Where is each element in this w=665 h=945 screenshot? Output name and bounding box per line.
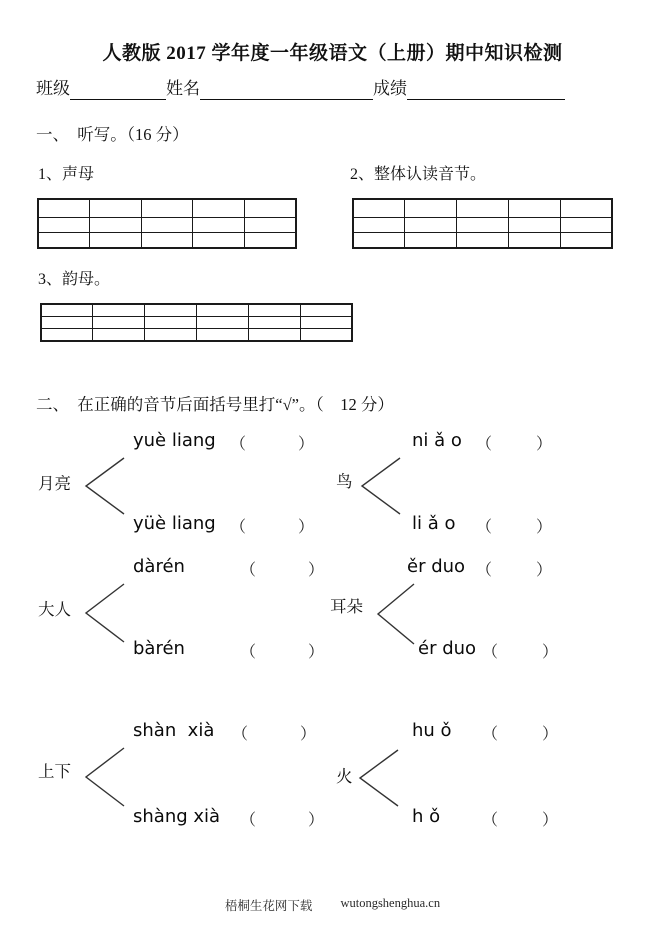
paren-open: （ [482, 644, 499, 661]
option-pinyin: hu ǒ [412, 720, 452, 741]
fork-lines-yueliang [84, 456, 126, 516]
section1-item2-label: 2、整体认读音节。 [350, 166, 487, 183]
option-pinyin: ni ǎ o [412, 430, 462, 451]
option-pinyin: yüè liang [133, 513, 216, 534]
answer-parens [240, 639, 324, 662]
option-pinyin: shàn xià [133, 720, 215, 741]
option-pinyin: shàng xià [133, 806, 221, 827]
fork-lines-huo [358, 748, 400, 808]
paren-open: （ [232, 726, 249, 743]
paren-close: ） [297, 519, 314, 536]
answer-parens [230, 431, 314, 454]
option-pinyin: h ǒ [412, 806, 441, 827]
paren-close: ） [541, 644, 558, 661]
option-pinyin: dàrén [133, 556, 185, 577]
option-pinyin: ér duo [418, 638, 477, 659]
answer-parens [232, 721, 316, 744]
paren-open: （ [230, 519, 247, 536]
paren-close: ） [535, 519, 552, 536]
section2-heading: 二、 在正确的音节后面括号里打“√”。（ 12 分） [36, 395, 394, 414]
paren-close: ） [535, 562, 552, 579]
initials-answer-table [37, 198, 297, 249]
section1-item1-label: 1、声母 [38, 166, 95, 183]
paren-close: ） [297, 436, 314, 453]
word-erduo: 耳朵 [330, 597, 363, 616]
finals-answer-table [40, 303, 353, 342]
option-pinyin: ěr duo [407, 556, 466, 577]
page-footer [0, 896, 665, 914]
word-daren: 大人 [38, 600, 71, 619]
name-blank-line [200, 79, 373, 100]
word-niao: 鸟 [336, 472, 353, 491]
paren-open: （ [476, 436, 493, 453]
paren-close: ） [307, 812, 324, 829]
answer-parens [476, 431, 552, 454]
answer-parens [240, 807, 324, 830]
fork-lines-shangxia [84, 746, 126, 808]
paren-close: ） [299, 726, 316, 743]
word-yueliang: 月亮 [38, 474, 71, 493]
paren-open: （ [482, 812, 499, 829]
fork-lines-daren [84, 582, 126, 644]
word-shangxia: 上下 [38, 762, 71, 781]
name-label: 姓名 [166, 79, 200, 98]
score-blank-line [407, 79, 565, 100]
answer-parens [230, 514, 314, 537]
answer-parens [476, 557, 552, 580]
answer-parens [482, 807, 558, 830]
section1-heading: 一、 听写。（16 分） [36, 125, 189, 144]
option-pinyin: li ǎ o [412, 513, 456, 534]
paren-close: ） [541, 726, 558, 743]
fork-lines-erduo [376, 582, 416, 646]
footer-site-url: wutongshenghua.cn [340, 896, 441, 910]
paren-open: （ [240, 812, 257, 829]
answer-parens [476, 514, 552, 537]
paren-close: ） [541, 812, 558, 829]
section1-item3-label: 3、韵母。 [38, 271, 111, 288]
paren-open: （ [240, 562, 257, 579]
paren-close: ） [307, 644, 324, 661]
option-pinyin: bàrén [133, 638, 185, 659]
paren-close: ） [307, 562, 324, 579]
footer-site-name: 梧桐生花网下载 [224, 899, 313, 913]
score-label: 成绩 [373, 79, 407, 98]
fork-lines-niao [360, 456, 402, 516]
class-label: 班级 [36, 79, 70, 98]
word-huo: 火 [336, 767, 353, 786]
option-pinyin: yuè liang [133, 430, 216, 451]
student-info-row [36, 78, 565, 100]
answer-parens [482, 721, 558, 744]
paren-open: （ [476, 519, 493, 536]
paren-open: （ [230, 436, 247, 453]
whole-syllables-answer-table [352, 198, 613, 249]
paren-open: （ [476, 562, 493, 579]
page-title: 人教版 2017 学年度一年级语文（上册）期中知识检测 [102, 43, 563, 64]
class-blank-line [70, 79, 166, 100]
paren-close: ） [535, 436, 552, 453]
paren-open: （ [482, 726, 499, 743]
answer-parens [240, 557, 324, 580]
answer-parens [482, 639, 558, 662]
paren-open: （ [240, 644, 257, 661]
